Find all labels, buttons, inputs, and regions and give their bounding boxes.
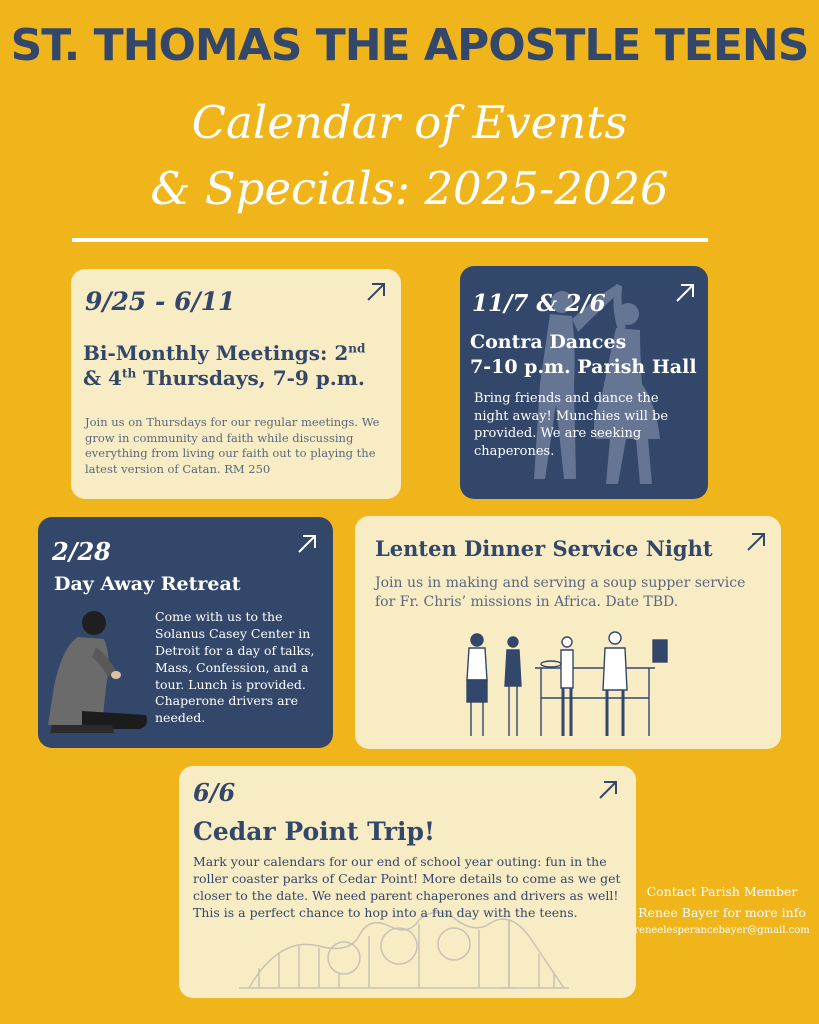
contact-email[interactable]: reneelesperancebayer@gmail.com bbox=[634, 925, 810, 937]
retreat-title: Day Away Retreat bbox=[54, 573, 241, 595]
card-lenten-dinner[interactable] bbox=[355, 516, 781, 749]
card-day-away-retreat[interactable] bbox=[38, 517, 333, 748]
volunteers-serving-illustration bbox=[455, 628, 675, 743]
arrow-up-right-icon[interactable] bbox=[365, 281, 387, 303]
retreat-description: Come with us to the Solanus Casey Center in Detroit for a day of talks, Mass, Confession, and a tour. Lunch is provided. Chaperone drivers are needed. bbox=[155, 609, 315, 726]
meetings-description: Join us on Thursdays for our regular meetings. We grow in community and faith while discussing everything from living our faith out to playing the latest version of Catan. RM 250 bbox=[85, 415, 380, 476]
arrow-up-right-icon[interactable] bbox=[296, 533, 318, 555]
cedar-date: 6/6 bbox=[193, 778, 236, 807]
meetings-title: Bi-Monthly Meetings: 2nd & 4th Thursdays, 7-9 p.m. bbox=[83, 341, 366, 390]
cedar-description: Mark your calendars for our end of school year outing: fun in the roller coaster parks of Cedar Point! More details to come as we get closer to the date. We need parent chaperones and drivers as well! This is a perfect chance to hop into a fun day with the teens. bbox=[193, 854, 621, 920]
kneeling-person-illustration bbox=[42, 607, 152, 739]
contra-title: Contra Dances 7-10 p.m. Parish Hall bbox=[470, 331, 697, 378]
meetings-date: 9/25 - 6/11 bbox=[85, 287, 236, 316]
title-divider bbox=[72, 238, 708, 242]
arrow-up-right-icon[interactable] bbox=[745, 531, 767, 553]
lenten-title: Lenten Dinner Service Night bbox=[375, 536, 713, 561]
card-cedar-point[interactable] bbox=[179, 766, 636, 998]
contra-description: Bring friends and dance the night away! Munchies will be provided. We are seeking chaperones. bbox=[474, 391, 669, 459]
contact-line1: Contact Parish Member bbox=[646, 884, 798, 899]
lenten-description: Join us in making and serving a soup supper service for Fr. Chris’ missions in Africa. Date TBD. bbox=[375, 575, 746, 610]
calendar-subtitle-line1: Calendar of Events bbox=[191, 96, 628, 149]
calendar-subtitle-line2: & Specials: 2025-2026 bbox=[150, 162, 669, 215]
contact-info bbox=[632, 882, 812, 940]
card-contra-dances[interactable] bbox=[460, 266, 708, 499]
card-meetings[interactable] bbox=[71, 269, 401, 499]
contact-line2: Renee Bayer for more info bbox=[638, 904, 806, 920]
arrow-up-right-icon[interactable] bbox=[597, 779, 619, 801]
retreat-date: 2/28 bbox=[52, 537, 111, 566]
cedar-title: Cedar Point Trip! bbox=[193, 817, 435, 846]
org-title: ST. THOMAS THE APOSTLE TEENS bbox=[10, 20, 809, 71]
arrow-up-right-icon[interactable] bbox=[674, 282, 696, 304]
contra-date: 11/7 & 2/6 bbox=[472, 290, 606, 317]
